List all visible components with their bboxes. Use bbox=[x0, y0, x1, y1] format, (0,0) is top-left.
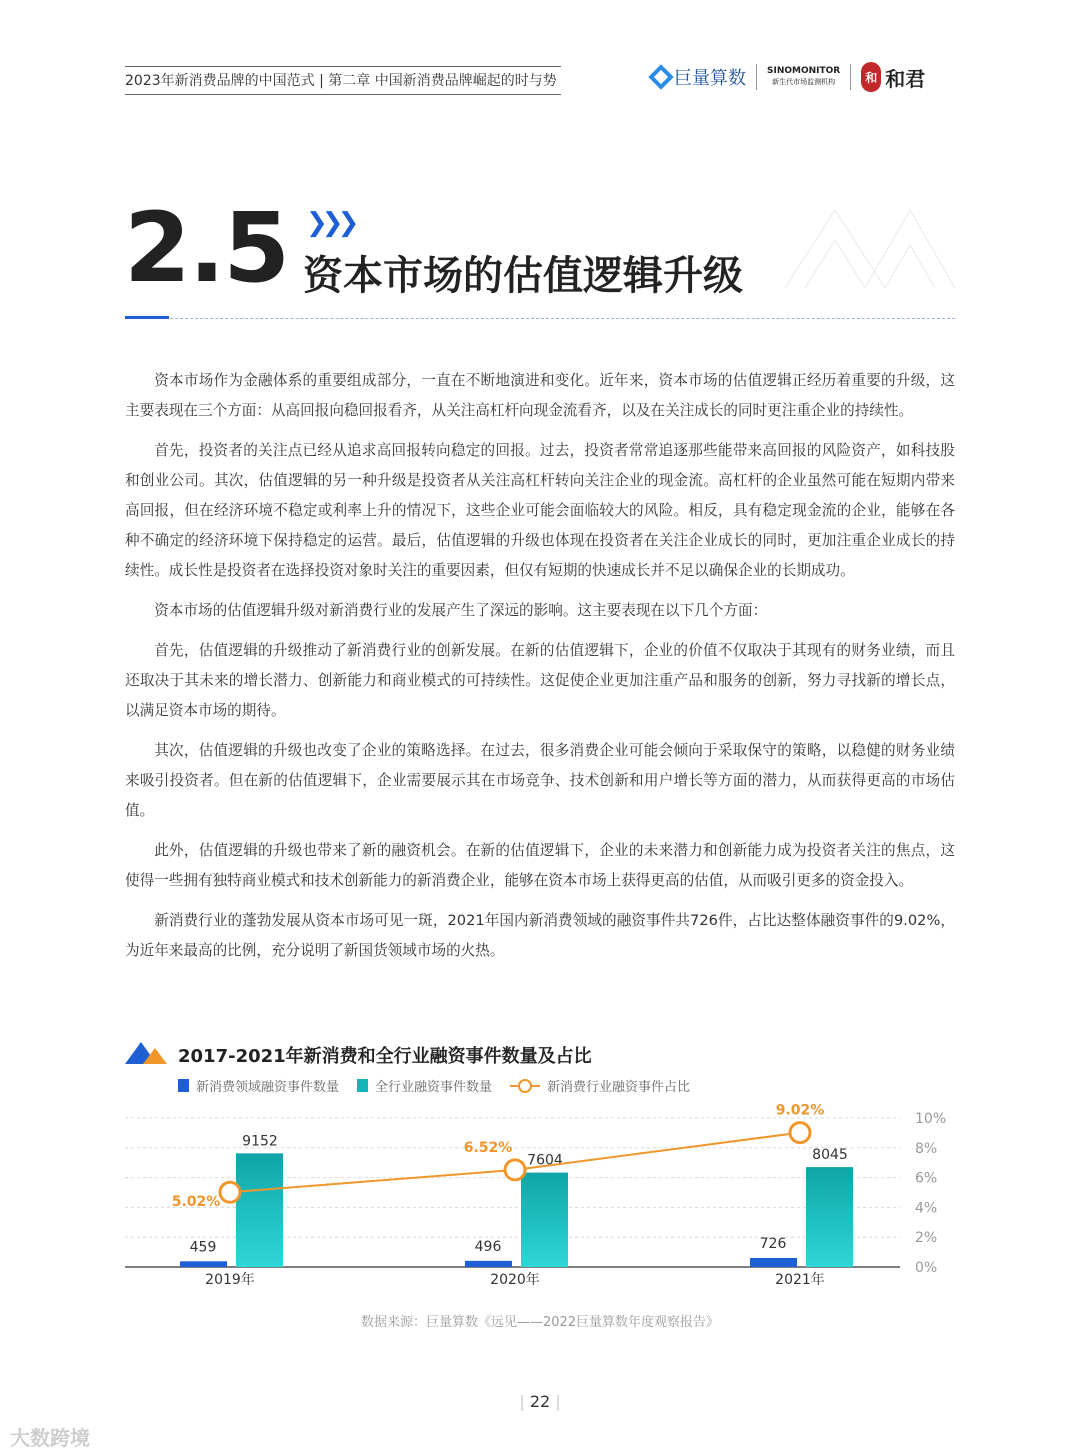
legend-swatch bbox=[178, 1079, 189, 1092]
title-divider bbox=[125, 318, 955, 319]
body-text bbox=[125, 366, 955, 976]
ratio-label: 9.02% bbox=[775, 1102, 825, 1119]
chart-title-icon bbox=[125, 1040, 169, 1064]
bar-value-label: 459 bbox=[189, 1239, 217, 1256]
divider bbox=[756, 64, 757, 90]
bar-value-label: 8045 bbox=[812, 1147, 848, 1164]
divider bbox=[850, 64, 851, 90]
hejun-text: 和君 bbox=[885, 66, 926, 91]
x-tick-label: 2021年 bbox=[775, 1272, 825, 1288]
bar-value-label: 496 bbox=[474, 1238, 502, 1255]
juliang-logo bbox=[652, 64, 746, 90]
legend-label: 新消费领域融资事件数量 bbox=[196, 1080, 340, 1095]
running-header: 2023年新消费品牌的中国范式 | 第二章 中国新消费品牌崛起的时与势 bbox=[125, 66, 561, 95]
x-tick-label: 2020年 bbox=[490, 1272, 540, 1288]
hejun-logo bbox=[861, 62, 925, 92]
juliang-logo-icon bbox=[648, 64, 673, 89]
bar-new-consumer bbox=[180, 1261, 227, 1267]
bar-value-label: 7604 bbox=[527, 1152, 563, 1169]
bar-new-consumer bbox=[750, 1258, 797, 1267]
bar-all-industry bbox=[236, 1153, 283, 1267]
paragraph: 资本市场的估值逻辑升级对新消费行业的发展产生了深远的影响。这主要表现在以下几个方面： bbox=[154, 602, 768, 619]
paragraph: 首先，估值逻辑的升级推动了新消费行业的创新发展。在新的估值逻辑下，企业的价值不仅取决于其现有的财务业绩，而且还取决于其未来的增长潜力、创新能力和商业模式的可持续性。这促使企业更加注重产品和服务的创新，努力寻找新的增长点，以满足资本市场的期待。 bbox=[125, 642, 955, 719]
chart-title: 2017-2021年新消费和全行业融资事件数量及占比 bbox=[178, 1046, 592, 1067]
bar-new-consumer bbox=[465, 1261, 512, 1267]
y2-tick-label: 6% bbox=[915, 1170, 938, 1187]
bar-all-industry bbox=[806, 1167, 853, 1267]
y2-tick-label: 10% bbox=[915, 1111, 947, 1127]
ratio-line bbox=[230, 1133, 800, 1193]
legend-item bbox=[510, 1076, 690, 1095]
y2-tick-label: 0% bbox=[915, 1260, 938, 1276]
paragraph: 新消费行业的蓬勃发展从资本市场可见一斑，2021年国内新消费领域的融资事件共726件，占比达整体融资事件的9.02%，为近年来最高的比例，充分说明了新国货领域市场的火热。 bbox=[125, 912, 955, 959]
legend-line-marker-icon bbox=[510, 1078, 540, 1094]
title-divider-accent bbox=[125, 316, 169, 319]
ratio-point bbox=[790, 1123, 810, 1143]
paragraph: 其次，估值逻辑的升级也改变了企业的策略选择。在过去，很多消费企业可能会倾向于采取保守的策略，以稳健的财务业绩来吸引投资者。但在新的估值逻辑下，企业需要展示其在市场竞争、技术创新和用户增长等方面的潜力，从而获得更高的市场估值。 bbox=[125, 742, 955, 819]
legend-item bbox=[357, 1076, 492, 1095]
hejun-seal-icon: 和 bbox=[861, 62, 881, 92]
legend-swatch bbox=[357, 1079, 368, 1092]
legend-item bbox=[178, 1076, 339, 1095]
ratio-point bbox=[220, 1182, 240, 1202]
y2-tick-label: 8% bbox=[915, 1140, 938, 1157]
sinomonitor-logo bbox=[767, 66, 840, 88]
bar-all-industry bbox=[521, 1173, 568, 1267]
y2-tick-label: 4% bbox=[915, 1200, 938, 1217]
chevrons-icon: ❯❯❯ bbox=[306, 208, 354, 238]
data-source: 数据来源：巨量算数《远见——2022巨量算数年度观察报告》 bbox=[360, 1315, 720, 1330]
paragraph: 首先，投资者的关注点已经从追求高回报转向稳定的回报。过去，投资者常常追逐那些能带来高回报的风险资产，如科技股和创业公司。其次，估值逻辑的另一种升级是投资者从关注高杠杆转向关注企业的现金流。高杠杆的企业虽然可能在短期内带来高回报，但在经济环境不稳定或利率上升的情况下，这些企业可能会面临较大的风险。相反，具有稳定现金流的企业，能够在各种不确定的经济环境下保持稳定的运营。最后，估值逻辑的升级也体现在投资者在关注企业成长的同时，更加注重企业成长的持续性。成长性是投资者在选择投资对象时关注的重要因素，但仅有短期的快速成长并不足以确保企业的长期成功。 bbox=[125, 442, 955, 579]
paragraph: 资本市场作为金融体系的重要组成部分，一直在不断地演进和变化。近年来，资本市场的估值逻辑正经历着重要的升级，这主要表现在三个方面：从高回报向稳回报看齐，从关注高杠杆向现金流看齐，以及在关注成长的同时更注重企业的持续性。 bbox=[125, 372, 955, 419]
chart-legend bbox=[178, 1076, 690, 1095]
page-number: | 22 | bbox=[519, 1392, 561, 1411]
bar-value-label: 726 bbox=[759, 1235, 787, 1252]
sinomonitor-text: SINOMONITOR bbox=[767, 66, 841, 76]
legend-label: 全行业融资事件数量 bbox=[375, 1080, 493, 1095]
x-tick-label: 2019年 bbox=[205, 1272, 255, 1288]
legend-label: 新消费行业融资事件占比 bbox=[547, 1080, 691, 1095]
page-number-text: 22 bbox=[529, 1392, 551, 1411]
section-title: 资本市场的估值逻辑升级 bbox=[303, 253, 743, 299]
partner-logos bbox=[652, 62, 925, 92]
paragraph: 此外，估值逻辑的升级也带来了新的融资机会。在新的估值逻辑下，企业的未来潜力和创新能力成为投资者关注的焦点，这使得一些拥有独特商业模式和技术创新能力的新消费企业，能够在资本市场上获得更高的估值，从而吸引更多的资金投入。 bbox=[125, 842, 955, 889]
juliang-logo-text: 巨量算数 bbox=[674, 68, 746, 89]
ratio-point bbox=[505, 1160, 525, 1180]
ratio-label: 5.02% bbox=[171, 1194, 221, 1211]
bar-value-label: 9152 bbox=[242, 1133, 278, 1150]
section-number: 2.5 bbox=[124, 192, 289, 304]
y2-tick-label: 2% bbox=[915, 1230, 938, 1247]
watermark: 大数跨境 bbox=[10, 1426, 90, 1450]
decorative-lines-icon bbox=[785, 200, 955, 290]
ratio-label: 6.52% bbox=[463, 1139, 513, 1156]
sinomonitor-subtext: 新生代市场监测机构 bbox=[772, 78, 836, 86]
